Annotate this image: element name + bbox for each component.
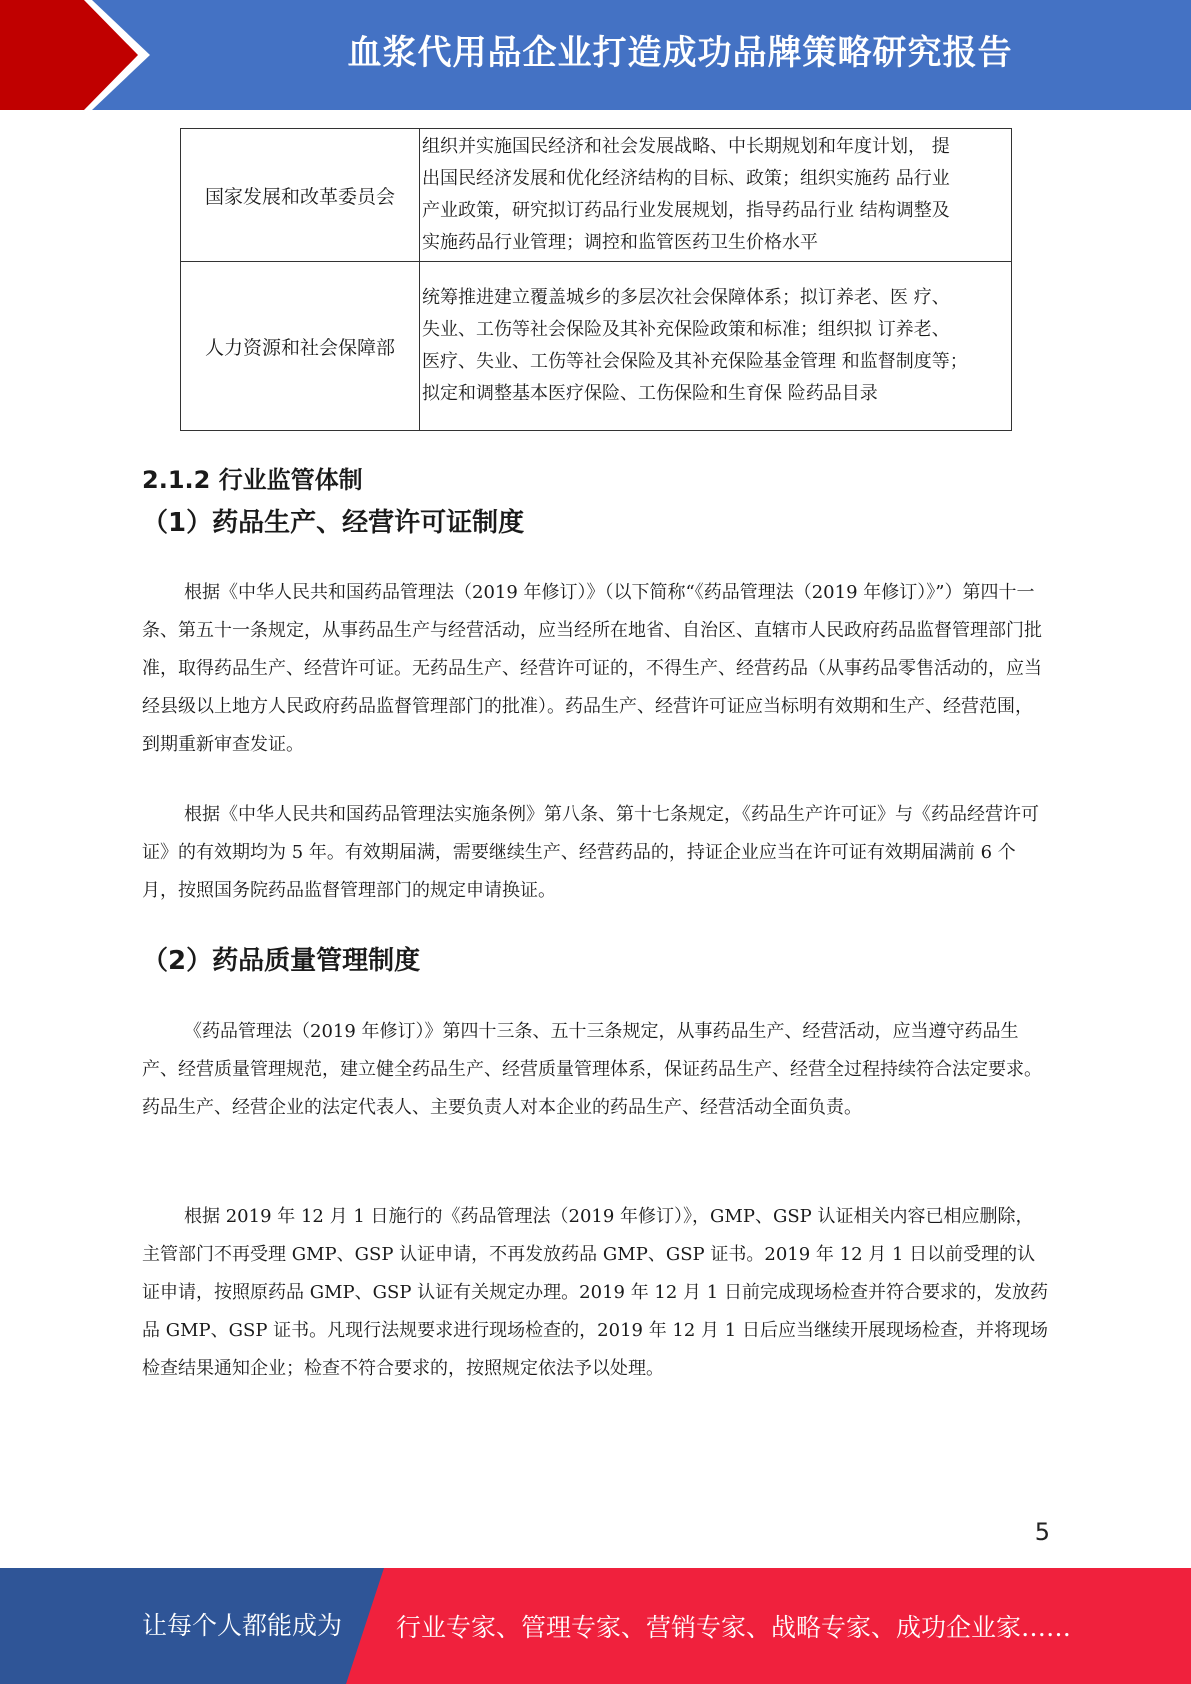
duty-line: 出国民经济发展和优化经济结构的目标、政策；组织实施药 品行业 (422, 168, 950, 189)
department-duties-table (180, 128, 1012, 431)
duty-line: 产业政策，研究拟订药品行业发展规划，指导药品行业 结构调整及 (422, 200, 950, 221)
paragraph: 根据《中华人民共和国药品管理法（2019 年修订）》（以下简称“《药品管理法（2019 年修订）》”）第四十一条、第五十一条规定，从事药品生产与经营活动，应当经所在地省、自治区、直辖市人民政府药品监督管理部门批准，取得药品生产、经营许可证。无药品生产、经营许可证的，不得生产、经营药品（从事药品零售活动的，应当经县级以上地方人民政府药品监督管理部门的批准）。药品生产、经营许可证应当标明有效期和生产、经营范围，到期重新审查发证。 (142, 582, 1042, 755)
paragraph: 根据 2019 年 12 月 1 日施行的《药品管理法（2019 年修订）》，GMP、GSP 认证相关内容已相应删除，主管部门不再受理 GMP、GSP 认证申请，不再发放药品 GMP、GSP 证书。2019 年 12 月 1 日以前受理的认证申请，按照原药品 GMP、GSP 认证有关规定办理。2019 年 12 月 1 日前完成现场检查并符合要求的，发放药品 GMP、GSP 证书。凡现行法规要求进行现场检查的，2019 年 12 月 1 日后应当继续开展现场检查，并将现场检查结果通知企业；检查不符合要求的，按照规定依法予以处理。 (142, 1206, 1048, 1379)
page-header (0, 0, 1191, 110)
duty-line: 统筹推进建立覆盖城乡的多层次社会保障体系；拟订养老、医 疗、 (422, 287, 950, 308)
paragraph: 《药品管理法（2019 年修订）》第四十三条、五十三条规定，从事药品生产、经营活动，应当遵守药品生产、经营质量管理规范，建立健全药品生产、经营质量管理体系，保证药品生产、经营全过程持续符合法定要求。药品生产、经营企业的法定代表人、主要负责人对本企业的药品生产、经营活动全面负责。 (142, 1021, 1042, 1118)
department-cell: 人力资源和社会保障部 (181, 262, 420, 431)
duty-line: 实施药品行业管理；调控和监管医药卫生价格水平 (422, 232, 818, 253)
paragraph: 根据《中华人民共和国药品管理法实施条例》第八条、第十七条规定，《药品生产许可证》与《药品经营许可证》的有效期均为 5 年。有效期届满，需要继续生产、经营药品的，持证企业应当在许可证有效期届满前 6 个月，按照国务院药品监督管理部门的规定申请换证。 (142, 804, 1039, 901)
duty-line: 医疗、失业、工伤等社会保险及其补充保险基金管理 和监督制度等； (422, 351, 968, 372)
department-cell: 国家发展和改革委员会 (181, 129, 420, 262)
table-row (181, 262, 1012, 431)
subsection-heading-license: （1）药品生产、经营许可证制度 (142, 508, 525, 538)
page-number: 5 (1034, 1518, 1050, 1546)
footer-slogan-right: 行业专家、管理专家、营销专家、战略专家、成功企业家…… (396, 1613, 1072, 1642)
duty-line: 失业、工伤等社会保险及其补充保险政策和标准；组织拟 订养老、 (422, 319, 950, 340)
duty-line: 拟定和调整基本医疗保险、工伤保险和生育保 险药品目录 (422, 383, 878, 404)
table-row (181, 129, 1012, 262)
duty-line: 组织并实施国民经济和社会发展战略、中长期规划和年度计划， 提 (422, 136, 950, 157)
duties-cell (420, 262, 1012, 431)
section-heading: 2.1.2 行业监管体制 (142, 466, 363, 494)
footer-slogan-left: 让每个人都能成为 (142, 1611, 343, 1640)
report-title: 血浆代用品企业打造成功品牌策略研究报告 (347, 33, 1013, 73)
subsection-heading-quality: （2）药品质量管理制度 (142, 946, 421, 976)
duties-cell (420, 129, 1012, 262)
page-footer (0, 1568, 1191, 1684)
